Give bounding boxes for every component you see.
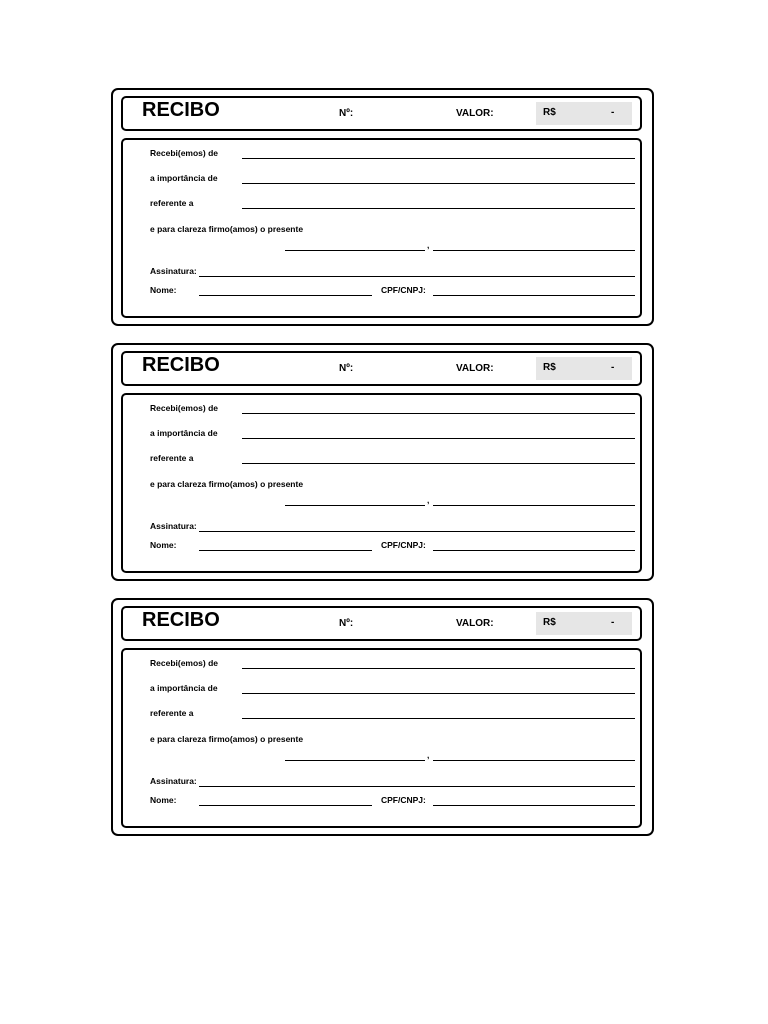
referring-to-label: referente a bbox=[150, 453, 194, 463]
signature-line[interactable] bbox=[199, 786, 635, 787]
signature-label: Assinatura: bbox=[150, 521, 197, 531]
referring-to-line[interactable] bbox=[242, 463, 635, 464]
receipt-body bbox=[121, 648, 642, 828]
place-line[interactable] bbox=[285, 760, 425, 761]
receipt-body bbox=[121, 138, 642, 318]
amount-of-label: a importância de bbox=[150, 683, 218, 693]
date-line[interactable] bbox=[433, 505, 635, 506]
place-date-separator: , bbox=[427, 495, 430, 505]
amount-of-label: a importância de bbox=[150, 173, 218, 183]
signature-label: Assinatura: bbox=[150, 776, 197, 786]
receipt-number-label: Nº: bbox=[339, 618, 354, 629]
receipt-3 bbox=[111, 598, 654, 836]
date-line[interactable] bbox=[433, 250, 635, 251]
received-from-line[interactable] bbox=[242, 158, 635, 159]
receipt-2 bbox=[111, 343, 654, 581]
received-from-label: Recebi(emos) de bbox=[150, 658, 219, 668]
clarity-statement: e para clareza firmo(amos) o presente bbox=[150, 479, 304, 489]
receipt-value-label: VALOR: bbox=[456, 618, 494, 629]
receipt-1 bbox=[111, 88, 654, 326]
received-from-label: Recebi(emos) de bbox=[150, 403, 219, 413]
name-label: Nome: bbox=[150, 540, 177, 550]
name-line[interactable] bbox=[199, 295, 372, 296]
name-label: Nome: bbox=[150, 285, 177, 295]
clarity-statement: e para clareza firmo(amos) o presente bbox=[150, 734, 304, 744]
place-date-separator: , bbox=[427, 240, 430, 250]
clarity-statement: e para clareza firmo(amos) o presente bbox=[150, 224, 304, 234]
signature-line[interactable] bbox=[199, 276, 635, 277]
tax-id-label: CPF/CNPJ: bbox=[381, 540, 426, 550]
tax-id-label: CPF/CNPJ: bbox=[381, 795, 426, 805]
currency-symbol: R$ bbox=[543, 617, 556, 628]
amount-of-line[interactable] bbox=[242, 183, 635, 184]
signature-label: Assinatura: bbox=[150, 266, 197, 276]
date-line[interactable] bbox=[433, 760, 635, 761]
tax-id-label: CPF/CNPJ: bbox=[381, 285, 426, 295]
name-line[interactable] bbox=[199, 805, 372, 806]
currency-symbol: R$ bbox=[543, 107, 556, 118]
tax-id-line[interactable] bbox=[433, 295, 635, 296]
amount-of-label: a importância de bbox=[150, 428, 218, 438]
receipt-value-label: VALOR: bbox=[456, 363, 494, 374]
currency-symbol: R$ bbox=[543, 362, 556, 373]
amount-value: - bbox=[611, 107, 615, 118]
place-date-separator: , bbox=[427, 750, 430, 760]
received-from-line[interactable] bbox=[242, 413, 635, 414]
receipt-title: RECIBO bbox=[142, 609, 220, 631]
amount-of-line[interactable] bbox=[242, 693, 635, 694]
referring-to-label: referente a bbox=[150, 708, 194, 718]
receipt-body bbox=[121, 393, 642, 573]
receipt-number-label: Nº: bbox=[339, 363, 354, 374]
received-from-line[interactable] bbox=[242, 668, 635, 669]
received-from-label: Recebi(emos) de bbox=[150, 148, 219, 158]
amount-field[interactable] bbox=[536, 102, 632, 125]
receipt-header bbox=[121, 351, 642, 386]
amount-value: - bbox=[611, 362, 615, 373]
referring-to-line[interactable] bbox=[242, 208, 635, 209]
receipt-header bbox=[121, 96, 642, 131]
place-line[interactable] bbox=[285, 250, 425, 251]
receipt-value-label: VALOR: bbox=[456, 108, 494, 119]
referring-to-label: referente a bbox=[150, 198, 194, 208]
receipt-title: RECIBO bbox=[142, 354, 220, 376]
name-line[interactable] bbox=[199, 550, 372, 551]
tax-id-line[interactable] bbox=[433, 550, 635, 551]
referring-to-line[interactable] bbox=[242, 718, 635, 719]
tax-id-line[interactable] bbox=[433, 805, 635, 806]
signature-line[interactable] bbox=[199, 531, 635, 532]
amount-value: - bbox=[611, 617, 615, 628]
receipt-title: RECIBO bbox=[142, 99, 220, 121]
receipt-header bbox=[121, 606, 642, 641]
amount-of-line[interactable] bbox=[242, 438, 635, 439]
receipt-number-label: Nº: bbox=[339, 108, 354, 119]
amount-field[interactable] bbox=[536, 357, 632, 380]
place-line[interactable] bbox=[285, 505, 425, 506]
name-label: Nome: bbox=[150, 795, 177, 805]
amount-field[interactable] bbox=[536, 612, 632, 635]
